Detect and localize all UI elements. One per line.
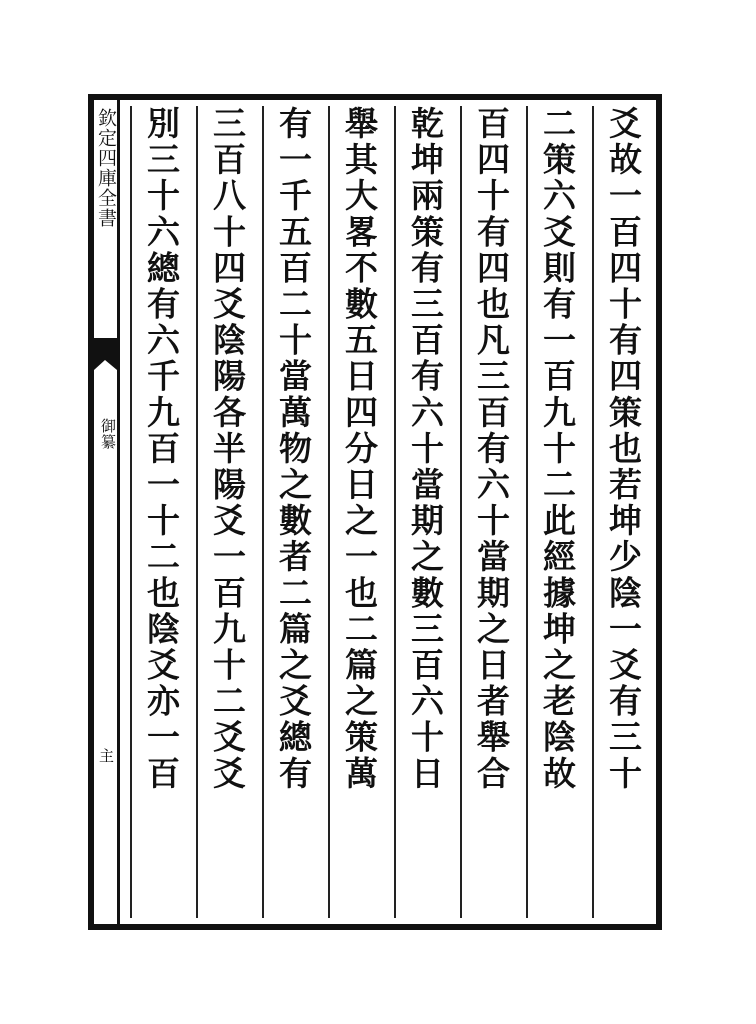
text-column-6 — [262, 106, 320, 918]
text-column-7 — [196, 106, 254, 918]
column-text: 爻故一百四十有四策也若坤少陰一爻有三十 — [604, 106, 643, 792]
section-title: 御纂 — [99, 418, 117, 450]
text-column-8 — [130, 106, 188, 918]
text-column-3 — [460, 106, 518, 918]
column-text: 舉其大畧不數五日四分日之一也二篇之策萬 — [340, 106, 379, 792]
text-column-5 — [328, 106, 386, 918]
column-text: 有一千五百二十當萬物之數者二篇之爻總有 — [274, 106, 313, 792]
column-text: 百四十有四也凡三百有六十當期之日者舉合 — [472, 106, 511, 792]
page-margin-strip — [94, 100, 120, 924]
text-column-1 — [592, 106, 650, 918]
book-page — [88, 94, 662, 930]
column-text: 三百八十四爻陰陽各半陽爻一百九十二爻爻 — [208, 106, 247, 792]
book-title: 欽定四庫全書 — [95, 108, 117, 228]
column-text: 別三十六總有六千九百一十二也陰爻亦一百 — [142, 106, 181, 792]
column-text: 乾坤兩策有三百有六十當期之數三百六十日 — [406, 106, 445, 792]
page-number: 主 — [97, 748, 115, 764]
column-text: 二策六爻則有一百九十二此經據坤之老陰故 — [538, 106, 577, 792]
text-column-4 — [394, 106, 452, 918]
text-column-2 — [526, 106, 584, 918]
fishtail-mark — [94, 338, 117, 360]
